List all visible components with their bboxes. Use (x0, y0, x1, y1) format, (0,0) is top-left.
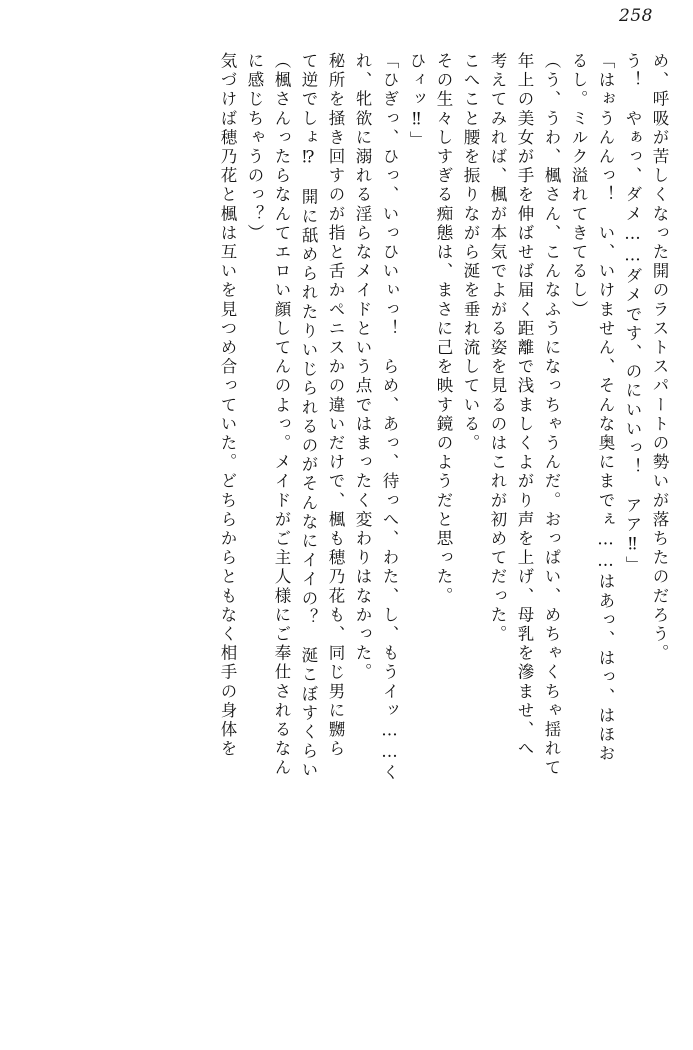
text-column: 年上の美女が手を伸ばせば届く距離で浅ましくよがり声を上げ、母乳を滲ませ、へ (515, 52, 534, 759)
vertical-text-body (26, 52, 667, 1004)
text-column: その生々しすぎる痴態は、まさに己を映す鏡のようだと思った。 (434, 52, 453, 606)
text-column: れ、牝欲に溺れる淫らなメイドという点ではまったく変わりはなかった。 (353, 52, 372, 683)
text-column: （楓さんったらなんてエロい顔してんのよっ。メイドがご主人様にご奉仕されるなん (272, 52, 291, 778)
text-column: 秘所を掻き回すのが指と舌かペニスかの違いだけで、楓も穂乃花も、同じ男に嬲ら (326, 52, 345, 759)
text-column: こへこと腰を振りながら涎を垂れ流している。 (461, 52, 480, 454)
text-column: （う、うわ、楓さん、こんなふうになっちゃうんだ。おっぱい、めちゃくちゃ揺れて (542, 52, 561, 778)
page-number: 258 (619, 6, 653, 26)
text-column: ひィッ‼」 (407, 52, 426, 150)
text-column: 「はぉうんんっ！ い、いけません、そんな奥にまでぇ……はあっ、はっ、はほお (596, 52, 615, 764)
text-column: るし。ミルク溢れてきてるし） (569, 52, 588, 320)
text-column: 考えてみれば、楓が本気でよがる姿を見るのはこれが初めてだった。 (488, 52, 507, 645)
text-column: に感じちゃうのっ？） (245, 52, 264, 243)
text-column: め、呼吸が苦しくなった開のラストスパートの勢いが落ちたのだろう。 (650, 52, 669, 664)
text-column: う！ やぁっ、ダメ……ダメです、のにいいっ！ アア‼」 (623, 52, 642, 576)
text-column: 気づけば穂乃花と楓は互いを見つめ合っていた。どちらからともなく相手の身体を (218, 52, 237, 759)
text-column: て逆でしょ⁉ 開に舐められたりいじられるのがそんなにイイの？ 涎こぼすくらい (299, 52, 318, 781)
text-column: 「ひぎっ、ひっ、いっひいぃっ！ らめ、あっ、待っへ、わた、し、もうイッ……く (380, 52, 399, 783)
